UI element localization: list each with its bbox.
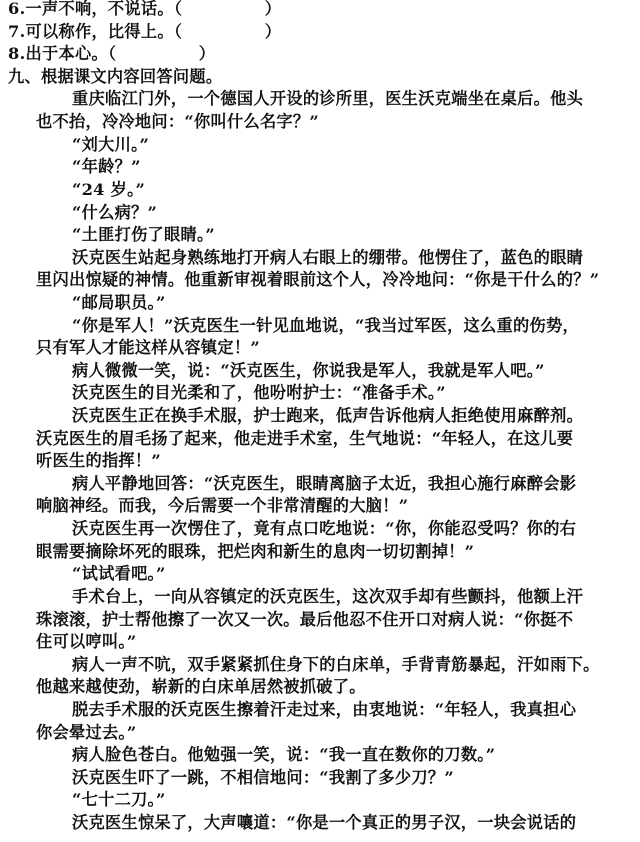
passage-line: 他越来越使劲，崭新的白床单居然被抓破了。 [36,677,366,697]
passage-line: 里闪出惊疑的神情。他重新审视着眼前这个人，冷冷地问：“你是干什么的？” [36,270,600,290]
passage-line: “什么病？” [72,202,158,222]
passage-line: 住可以哼叫。” [36,632,137,652]
passage-line: 重庆临江门外，一个德国人开设的诊所里，医生沃克端坐在桌后。他头 [72,89,584,109]
passage-line: “试试看吧。” [72,564,166,584]
question-6: 6.一声不响，不说话。（ ） [8,0,282,18]
passage-line: “年龄？” [72,157,141,177]
passage-line: 珠滚滚，护士帮他擦了一次又一次。最后他忍不住开口对病人说：“你挺不 [36,609,574,629]
passage-line: 病人脸色苍白。他勉强一笑，说：“我一直在数你的刀数。” [72,745,496,765]
passage-line: 只有军人才能这样从容镇定！” [36,338,260,358]
passage-line: 也不抬，冷冷地问：“你叫什么名字？” [36,112,320,132]
passage-line: “24 岁。” [72,179,146,199]
passage-line: 你会晕过去。” [36,722,137,742]
passage-line: 脱去手术服的沃克医生擦着汗走过来，由衷地说：“年轻人，我真担心 [72,699,577,719]
passage-line: 病人微微一笑，说：“沃克医生，你说我是军人，我就是军人吧。” [72,360,545,380]
passage-line: 眼需要摘除坏死的眼珠，把烂肉和新生的息肉一切切割掉！” [36,541,475,561]
passage-line: 响脑神经。而我，今后需要一个非常清醒的大脑！” [36,496,409,516]
passage-line: “七十二刀。” [72,790,166,810]
passage-line: 沃克医生的眉毛扬了起来，他走进手术室，生气地说：“年轻人，在这儿要 [36,428,574,448]
passage-line: 沃克医生正在换手术服，护士跑来，低声告诉他病人拒绝使用麻醉剂。 [72,406,584,425]
passage-line: “邮局职员。” [72,292,166,312]
passage-line: 沃克医生的目光柔和了，他吩咐护士：“准备手术。” [72,383,446,403]
question-7: 7.可以称作，比得上。（ ） [8,21,282,41]
passage-line: 听医生的指挥！” [36,451,162,471]
section-heading: 九、根据课文内容回答问题。 [8,66,223,86]
question-8: 8.出于本心。（ ） [8,44,216,64]
passage-line: 手术台上，一向从容镇定的沃克医生，这次双手却有些颤抖，他额上汗 [72,586,584,606]
passage-line: 沃克医生惊呆了，大声嚷道：“你是一个真正的男子汉，一块会说话的 [72,813,577,832]
passage-line: “土匪打伤了眼睛。” [72,225,216,245]
passage-line: 病人平静地回答：“沃克医生，眼睛离脑子太近，我担心施行麻醉会影 [72,473,577,493]
passage-line: 病人一声不吭，双手紧紧抓住身下的白床单，手背青筋暴起，汗如雨下。 [72,654,600,674]
passage-line: 沃克医生站起身熟练地打开病人右眼上的绷带。他愣住了，蓝色的眼睛 [72,247,584,267]
passage-line: “刘大川。” [72,134,150,154]
passage-line: “你是军人！”沃克医生一针见血地说，“我当过军医，这么重的伤势， [72,315,579,335]
passage-line: 沃克医生吓了一跳，不相信地问：“我割了多少刀？” [72,767,454,787]
passage-line: 沃克医生再一次愣住了，竟有点口吃地说：“你，你能忍受吗？你的右 [72,519,577,539]
